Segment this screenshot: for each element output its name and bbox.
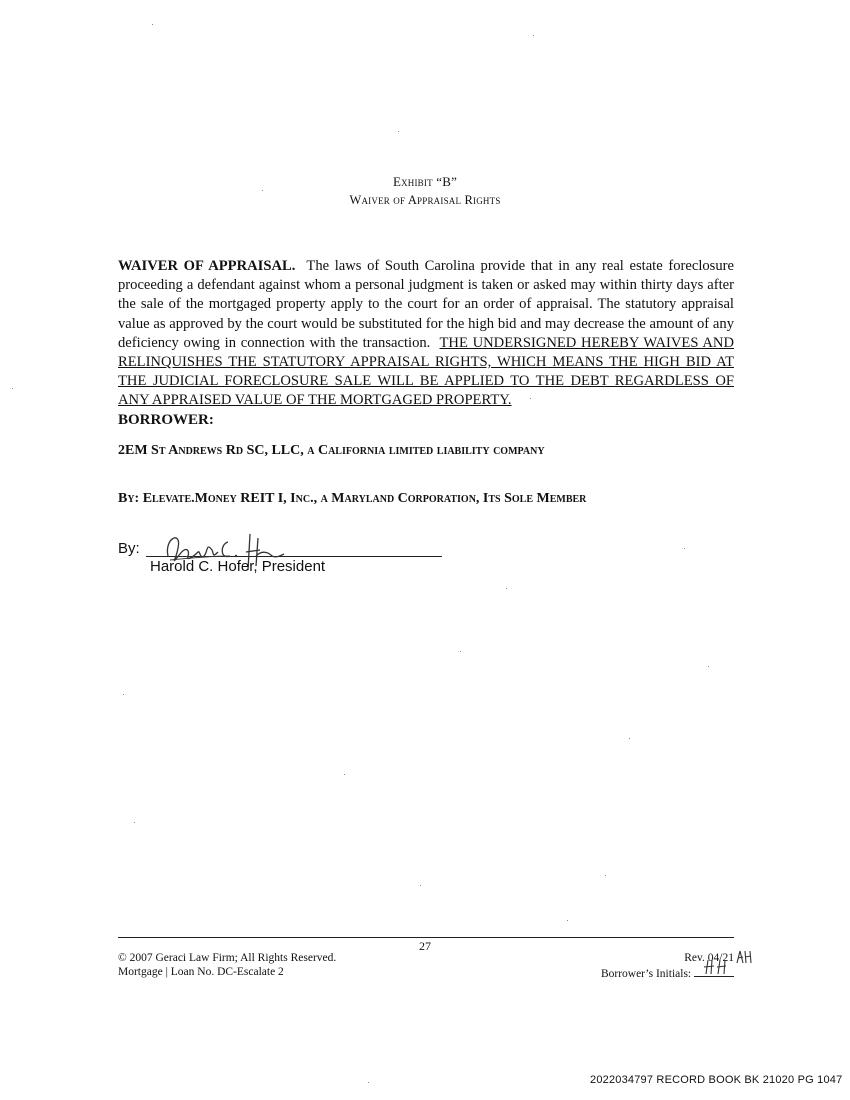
borrower-initials-mark-icon	[700, 956, 734, 978]
revision-label: Rev.	[684, 952, 708, 964]
scan-speck	[398, 131, 399, 132]
scan-speck	[12, 388, 13, 389]
scan-speck	[152, 24, 153, 25]
exhibit-word: Exhibit	[392, 174, 433, 189]
borrower-entity: 2EM St Andrews Rd SC, LLC, a California limited liability company	[118, 443, 545, 458]
exhibit-subtitle: Waiver of Appraisal Rights	[349, 193, 501, 207]
scan-speck	[605, 875, 606, 876]
scan-speck	[684, 548, 685, 549]
borrower-label: BORROWER:	[118, 412, 214, 428]
waiver-paragraph	[118, 257, 734, 411]
waiver-underlined-text: THE UNDERSIGNED HEREBY WAIVES AND RELINQUISHES THE STATUTORY APPRAISAL RIGHTS, WHICH MEANS THE HIGH BID AT THE JUDICIAL FORECLOSURE SALE WILL BE APPLIED TO THE DEBT REGARDLESS OF ANY APPRAISED VALUE OF THE MORTGAGED PROPERTY.	[118, 334, 734, 409]
scan-speck	[533, 35, 534, 36]
copyright-notice: © 2007 Geraci Law Firm; All Rights Reserved.	[118, 952, 337, 964]
scan-speck	[344, 774, 345, 775]
scan-speck	[506, 588, 507, 589]
scan-speck	[708, 666, 709, 667]
waiver-lead: WAIVER OF APPRAISAL.	[118, 258, 296, 274]
scan-speck	[460, 651, 461, 652]
scan-speck	[262, 190, 263, 191]
revision-value: 04/21	[707, 952, 734, 964]
by-label: By:	[118, 540, 140, 557]
scan-speck	[629, 738, 630, 739]
waiver-text: The laws of South Carolina provide that in any real estate foreclosure proceeding a defendant against whom a personal judgment is taken or asked may within thirty days after the sale of the mortgaged property apply to the court for an order of appraisal. The statutory appraisal value as approved by the court would be substituted for the high bid and may decrease the amount of any deficiency owing in connection with the transaction.	[118, 258, 734, 351]
loan-number: Mortgage | Loan No. DC-Escalate 2	[118, 966, 284, 978]
scan-speck	[567, 920, 568, 921]
scan-speck	[530, 398, 531, 399]
exhibit-letter: “B”	[436, 174, 458, 189]
signer-name: Harold C. Hofer, President	[150, 558, 326, 575]
page-number: 27	[419, 939, 431, 953]
scan-speck	[420, 885, 421, 886]
rev-initials-mark-icon	[734, 949, 754, 965]
scan-speck	[123, 694, 124, 695]
scan-speck	[134, 822, 135, 823]
initials-label: Borrower’s Initials:	[600, 968, 694, 980]
footer-divider	[118, 937, 734, 938]
exhibit-title	[0, 174, 850, 190]
sole-member-line: By: Elevate.Money REIT I, Inc., a Maryland Corporation, Its Sole Member	[118, 491, 587, 506]
record-book-stamp: 2022034797 RECORD BOOK BK 21020 PG 1047	[590, 1074, 843, 1086]
scan-speck	[368, 1082, 369, 1083]
